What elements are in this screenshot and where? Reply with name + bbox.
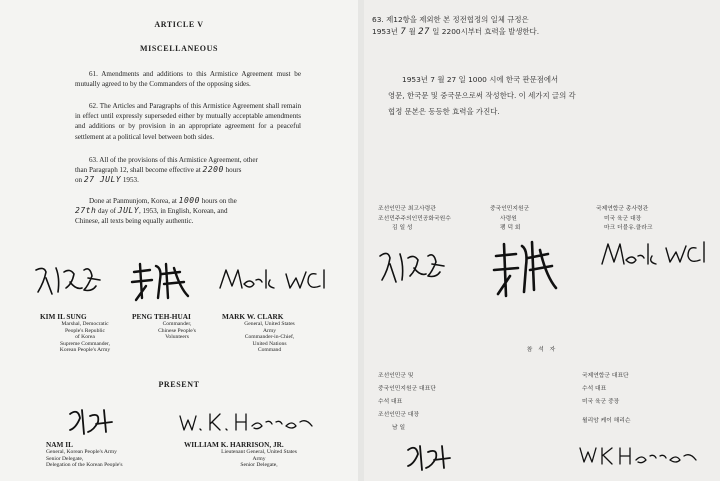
korean-title-line: 중국인민지원군 대표단: [378, 386, 436, 392]
korean-title-line: 국제연합군 총사령관: [596, 206, 649, 212]
korean-month-handwritten: 7: [400, 27, 407, 37]
desc-line: General, Korean People's Army: [46, 449, 117, 455]
korean-signatory-peng: [490, 205, 580, 234]
signatory-peng: [132, 312, 222, 341]
desc-line: Supreme Commander,: [59, 340, 111, 347]
harrison-signature-kr: [580, 448, 696, 464]
korean-paragraph-63: [372, 14, 712, 38]
signatory-name: MARK W. CLARK: [222, 312, 284, 321]
delegate-signatures: [60, 400, 340, 440]
korean-title-line: 조선인민군 및: [378, 373, 414, 379]
peng-teh-huai-signature-kr: [494, 242, 556, 296]
korean-done-line-1: 1953년 7 월 27 일 1000 시에 한국 판문점에서: [402, 75, 559, 84]
desc-line: Army: [252, 455, 266, 462]
desc-line: Senior Delegate,: [240, 462, 278, 469]
english-document-page: [0, 0, 358, 481]
korean-delegate-nam-il: [378, 370, 498, 435]
korean-delegate-harrison: [582, 370, 702, 428]
harrison-signature-en: [180, 414, 312, 430]
korean-title-line: 미국 육군 대장: [604, 215, 642, 222]
korean-signatory-clark: [596, 205, 716, 234]
paragraph-63-text-b: hours: [225, 166, 242, 175]
desc-line: Command: [257, 347, 282, 354]
kim-il-sung-signature: [36, 268, 100, 294]
desc-line: Delegation of the Korean People's: [46, 462, 123, 469]
paragraph-61: 61. Amendments and additions to this Armistice Agreement must be mutually agreed to by the Commanders of the opposing sides.: [75, 70, 301, 89]
mark-clark-signature-kr: [602, 242, 704, 264]
article-title: ARTICLE V: [154, 20, 204, 29]
korean-title-line: 사령원: [500, 215, 517, 222]
desc-line: People's Republic: [64, 327, 105, 334]
done-at-paragraph: [75, 196, 305, 227]
korean-done-paragraph: [388, 72, 713, 120]
signing-time-handwritten: 1000: [178, 196, 200, 205]
peng-teh-huai-signature: [132, 264, 188, 300]
present-heading: PRESENT: [158, 380, 200, 389]
korean-title-line: 수석 대표: [582, 386, 607, 392]
effective-date-handwritten: 27 JULY: [83, 175, 122, 185]
delegate-harrison: [184, 440, 334, 469]
mark-clark-signature-en: [220, 270, 324, 288]
paragraph-63-text-c: on: [75, 176, 83, 185]
signatory-name: PENG TEH-HUAI: [132, 312, 191, 321]
delegate-description: [184, 449, 334, 469]
desc-line: Chinese People's: [158, 327, 196, 334]
paragraph-63-text-d: 1953.: [122, 176, 139, 185]
delegate-description: [46, 449, 176, 469]
korean-title-line: 중국인민지원군: [490, 206, 530, 212]
korean-commander-signatures: [374, 236, 714, 306]
signing-month-handwritten: JULY: [117, 206, 140, 216]
korean-line-2: [372, 26, 712, 38]
desc-line: of Korea: [75, 334, 95, 341]
korean-signatory-name: 팽 덕 회: [500, 225, 521, 231]
done-text-c: day of: [98, 207, 116, 216]
delegate-nam-il: [46, 440, 176, 469]
desc-line: Lieutenant General, United States: [221, 449, 297, 455]
korean-day-label: 일: [432, 27, 440, 36]
korean-title-line: 조선인민군 대장: [378, 412, 420, 418]
korean-title-line: 미국 육군 중장: [582, 399, 620, 405]
desc-line: Commander,: [162, 321, 192, 327]
korean-signatory-name: 김 일 성: [392, 225, 413, 231]
delegate-name: WILLIAM K. HARRISON, JR.: [184, 440, 284, 449]
desc-line: Army: [262, 327, 277, 334]
done-line-2: [75, 206, 305, 216]
desc-line: Korean People's Army: [59, 347, 111, 354]
done-text-b: hours on the: [201, 197, 237, 205]
paragraph-62: 62. The Articles and Paragraphs of this Armistice Agreement shall remain in effect until expressly superseded either by mutually acceptable amendments and additions or by provision in an appropriate agreement for a peaceful settlement at a political level between both sides.: [75, 102, 301, 141]
desc-line: Volunteers: [165, 334, 189, 341]
korean-done-line-2: 영문, 한국문 및 중국문으로써 작성한다. 이 세가지 글의 각: [388, 91, 576, 100]
korean-present-heading: 참 석 자: [526, 347, 558, 353]
korean-delegate-signatures: [374, 436, 714, 476]
korean-title-line: 조선인민군 최고사령관: [378, 206, 436, 212]
korean-done-line-3: 협정 문본은 동등한 효력을 가진다.: [388, 107, 500, 116]
korean-signatory-kim: [378, 205, 488, 234]
desc-line: Marshal, Democratic: [61, 321, 109, 327]
korean-title-line: 수석 대표: [378, 399, 403, 405]
signatory-description: [40, 321, 130, 354]
paragraph-63-line-1: 63. All of the provisions of this Armistice Agreement, other: [89, 156, 258, 164]
nam-il-signature-kr: [408, 446, 450, 470]
effective-time-handwritten: 2200: [202, 165, 224, 175]
signatory-clark: [222, 312, 317, 354]
done-line-1: [75, 196, 305, 206]
korean-title-line: 조선민주주의인민공화국원수: [378, 215, 451, 222]
kim-il-sung-signature-kr: [380, 253, 444, 282]
desc-line: Senior Delegate,: [46, 455, 84, 462]
signatory-name: KIM IL SUNG: [40, 312, 87, 321]
korean-delegate-name: 윌리암 케이 해리슨: [582, 418, 631, 424]
korean-month-label: 월: [408, 27, 416, 36]
korean-title-line: 국제연합군 대표단: [582, 373, 629, 379]
korean-effective-text: 2200시부터 효력을 발생한다.: [441, 27, 540, 36]
paragraph-63-text-a: than Paragraph 12, shall become effective at: [75, 166, 201, 175]
korean-document-page: [364, 0, 720, 481]
korean-line-1: 63. 제12항을 제외한 본 정전협정의 일체 규정은: [372, 15, 529, 24]
korean-signatory-name: 마크 더블유.클라크: [604, 225, 653, 231]
signatory-description: [132, 321, 222, 341]
signatory-kim: [40, 312, 130, 354]
korean-delegate-name: 남 일: [392, 425, 406, 431]
korean-day-handwritten: 27: [418, 27, 430, 37]
delegate-name: NAM IL: [46, 440, 73, 449]
desc-line: Commander-in-Chief,: [244, 334, 295, 341]
paragraph-63-line-3: [75, 175, 305, 185]
nam-il-signature: [70, 410, 112, 434]
commander-signatures: [30, 258, 330, 308]
done-text-a: Done at Panmunjom, Korea, at: [89, 197, 177, 205]
done-text-d: , 1953, in English, Korean, and: [139, 207, 228, 216]
signatory-description: [222, 321, 317, 354]
article-subtitle: MISCELLANEOUS: [139, 44, 219, 53]
paragraph-63: [75, 155, 305, 186]
done-line-3: Chinese, all texts being equally authentic.: [75, 217, 194, 226]
desc-line: United Nations: [252, 340, 287, 347]
desc-line: General, United States: [244, 321, 295, 327]
signing-day-handwritten: 27th: [75, 206, 97, 216]
paragraph-63-line-2: [75, 165, 305, 175]
korean-year: 1953년: [372, 27, 398, 36]
